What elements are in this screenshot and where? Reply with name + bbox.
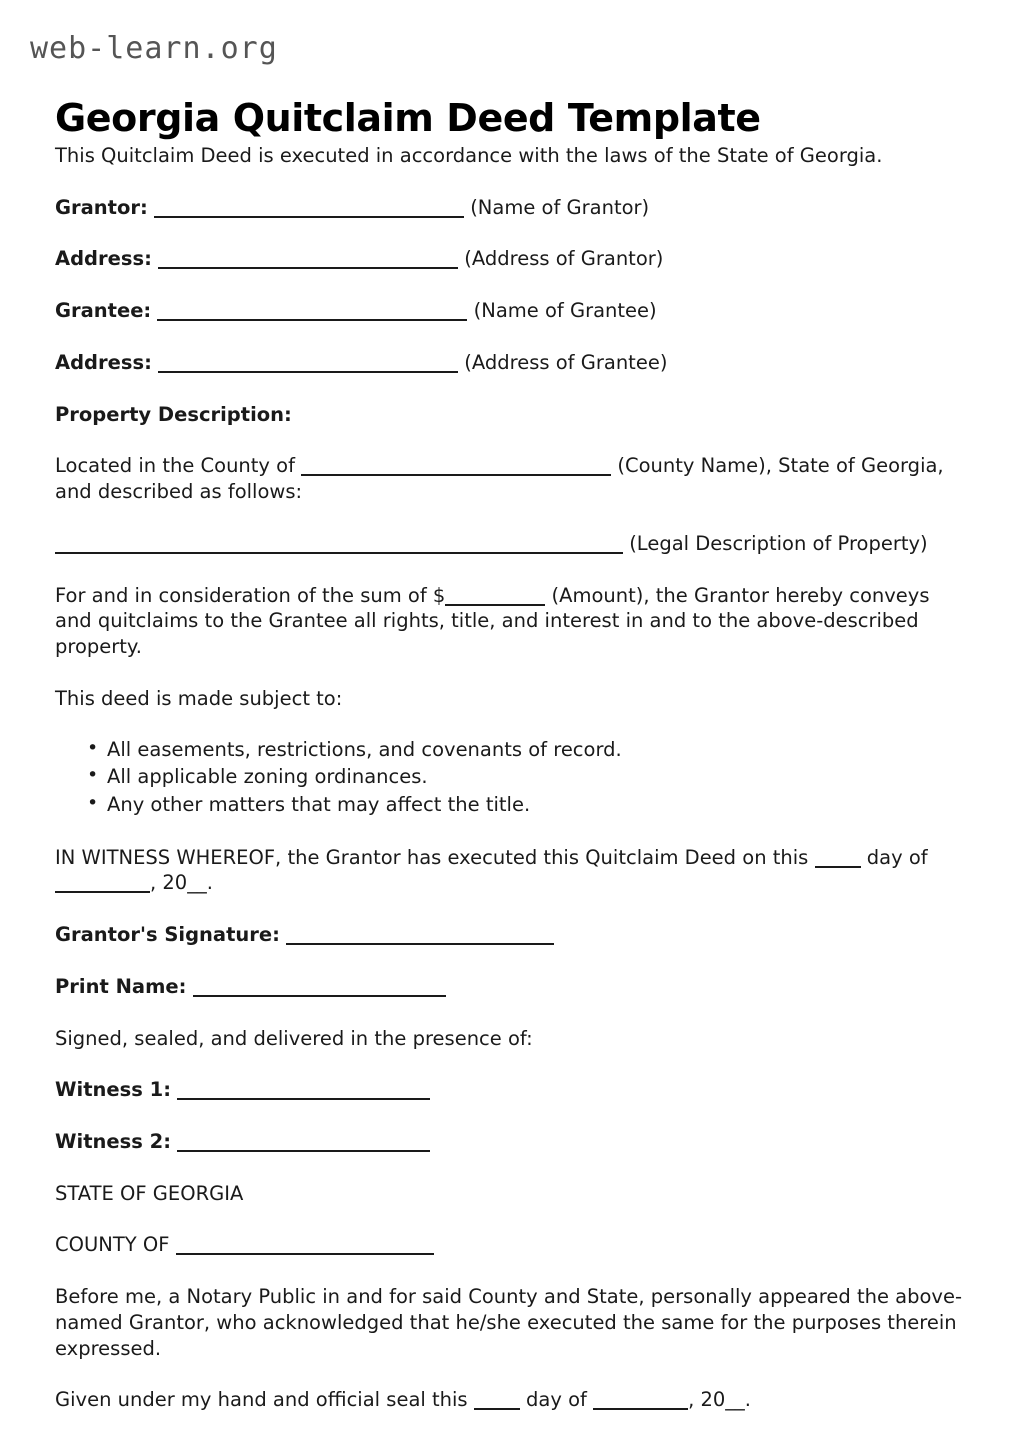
state-of-georgia-line: STATE OF GEORGIA [55, 1181, 244, 1205]
grantor-label: Grantor: [55, 195, 148, 219]
county-suffix-text: (County Name), State of Georgia, and described as follows: [55, 454, 944, 504]
witness1-blank[interactable] [177, 1085, 430, 1100]
witness-whereof-paragraph [55, 845, 970, 896]
print-name-blank[interactable] [193, 982, 446, 997]
execution-day-blank[interactable] [815, 853, 861, 868]
grantee-label: Grantee: [55, 299, 152, 323]
notary-county-blank[interactable] [176, 1240, 434, 1255]
witness2-blank[interactable] [177, 1137, 430, 1152]
notary-seal-paragraph [55, 1387, 970, 1413]
witness2-label: Witness 2: [55, 1130, 171, 1154]
county-prefix-text: Located in the County of [55, 454, 295, 478]
grantor-signature-label: Grantor's Signature: [55, 923, 280, 947]
print-name-row [55, 974, 970, 1000]
grantor-signature-row [55, 922, 970, 948]
site-watermark: web-learn.org [30, 31, 278, 66]
subject-conditions-list [55, 736, 970, 819]
document-body [55, 143, 970, 1439]
intro-paragraph: This Quitclaim Deed is executed in accordance with the laws of the State of Georgia. [55, 144, 883, 167]
consideration-amount-blank[interactable] [445, 591, 545, 606]
grantee-name-blank[interactable] [157, 306, 467, 321]
county-of-row [55, 1232, 970, 1258]
grantor-address-label: Address: [55, 247, 152, 271]
grantee-hint: (Name of Grantee) [473, 299, 657, 323]
witness1-row [55, 1077, 970, 1103]
page-title: Georgia Quitclaim Deed Template [55, 96, 761, 141]
print-name-label: Print Name: [55, 974, 187, 998]
grantee-address-field-row [55, 350, 970, 376]
property-description-heading [55, 402, 970, 428]
property-description-label: Property Description: [55, 402, 292, 426]
grantee-address-blank[interactable] [158, 358, 458, 373]
execution-month-blank[interactable] [55, 878, 150, 893]
witness-whereof-mid: day of [866, 845, 928, 869]
grantor-address-blank[interactable] [158, 254, 458, 269]
legal-description-blank[interactable] [55, 539, 623, 554]
consideration-suffix-text: (Amount), the Grantor hereby conveys and quitclaims to the Grantee all rights, title, and interest in and to the above-described property. [55, 583, 930, 659]
consideration-prefix-text: For and in consideration of the sum of $ [55, 583, 446, 607]
grantor-name-blank[interactable] [154, 203, 464, 218]
seal-day-blank[interactable] [474, 1395, 520, 1410]
grantee-field-row [55, 298, 970, 324]
grantor-signature-blank[interactable] [286, 930, 554, 945]
presence-text: Signed, sealed, and delivered in the presence of: [55, 1026, 533, 1050]
grantor-field-row [55, 195, 970, 221]
seal-prefix-text: Given under my hand and official seal this [55, 1388, 468, 1412]
county-location-paragraph [55, 453, 970, 504]
list-item: • All applicable zoning ordinances. [107, 763, 970, 791]
legal-description-row [55, 531, 970, 557]
grantor-address-field-row [55, 246, 970, 272]
county-name-blank[interactable] [301, 461, 611, 476]
list-item: • Any other matters that may affect the title. [107, 791, 970, 819]
grantor-hint: (Name of Grantor) [470, 195, 650, 219]
grantee-address-hint: (Address of Grantee) [464, 350, 668, 374]
grantor-address-hint: (Address of Grantor) [464, 247, 664, 271]
consideration-paragraph [55, 583, 970, 660]
seal-mid-text: day of [526, 1388, 587, 1412]
seal-suffix-text: , 20__. [688, 1388, 751, 1412]
witness-whereof-suffix: , 20__. [150, 871, 213, 895]
witness-whereof-prefix: IN WITNESS WHEREOF, the Grantor has executed this Quitclaim Deed on this [55, 845, 809, 869]
witness1-label: Witness 1: [55, 1078, 171, 1102]
list-item: • All easements, restrictions, and covenants of record. [107, 736, 970, 764]
seal-month-blank[interactable] [593, 1395, 688, 1410]
notary-acknowledgment-paragraph: Before me, a Notary Public in and for said County and State, personally appeared the above-named Grantor, who acknowledged that he/she executed the same for the purposes therein expressed. [55, 1285, 962, 1360]
subject-lead-text: This deed is made subject to: [55, 686, 343, 710]
county-of-label: COUNTY OF [55, 1233, 170, 1257]
legal-description-hint: (Legal Description of Property) [629, 531, 928, 555]
witness2-row [55, 1129, 970, 1155]
grantee-address-label: Address: [55, 350, 152, 374]
